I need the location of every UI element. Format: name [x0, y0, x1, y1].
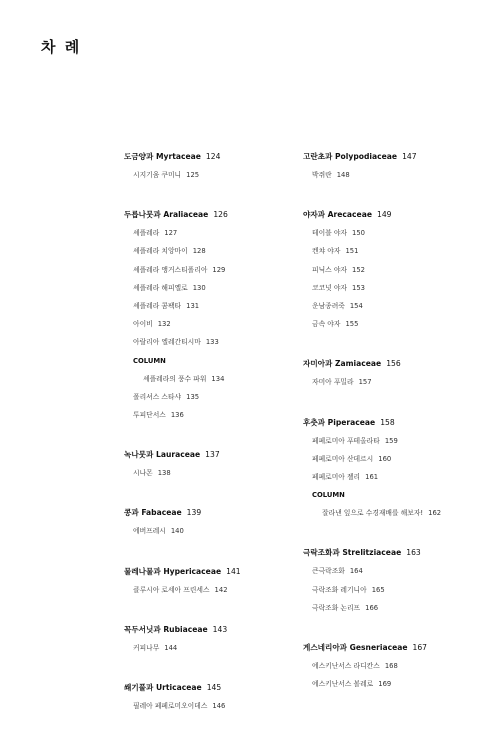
- toc-right-column: [303, 151, 483, 718]
- page-number: 132: [157, 320, 171, 329]
- family-name: 두릅나뭇과 Araliaceae: [124, 210, 209, 220]
- page-number: 139: [186, 508, 202, 518]
- toc-entry[interactable]: [303, 300, 483, 318]
- toc-entry[interactable]: [124, 467, 304, 485]
- family-name: 도금양과 Myrtaceae: [124, 152, 201, 161]
- entry-title: 셰플레라 앵거스티폴리아: [133, 265, 208, 274]
- page-number: 159: [384, 436, 398, 445]
- entry-title: 셰플레라: [133, 229, 160, 238]
- toc-entry[interactable]: [303, 169, 483, 187]
- entry-title: 페페로미아 젤리: [312, 472, 361, 481]
- family-name: 자미아과 Zamiaceae: [303, 359, 382, 369]
- toc-entry[interactable]: [303, 318, 483, 336]
- toc-entry[interactable]: [303, 245, 483, 263]
- toc-entry[interactable]: [124, 391, 304, 409]
- page-number: 129: [212, 265, 226, 274]
- entry-title: 운남종려죽: [312, 301, 345, 310]
- page-number: 141: [226, 566, 241, 576]
- entry-title: 아랄리아 엘레간티시마: [133, 338, 201, 347]
- toc-entry[interactable]: [124, 264, 304, 282]
- entry-title: 극락조화 논리프: [312, 603, 361, 612]
- toc-entry[interactable]: [124, 227, 304, 245]
- toc-entry[interactable]: [124, 642, 304, 660]
- entry-title: 셰플레라 치앙마이: [133, 247, 188, 256]
- toc-family-heading[interactable]: [303, 151, 483, 163]
- entry-title: 에스키난서스 볼레로: [312, 680, 374, 689]
- page-number: 143: [212, 624, 228, 634]
- toc-entry-list: [303, 660, 483, 696]
- toc-entry-list: [124, 169, 304, 187]
- entry-title: 피닉스 야자: [312, 265, 347, 274]
- page-number: 157: [358, 378, 372, 387]
- toc-family-heading[interactable]: [303, 417, 483, 429]
- page-number: 154: [349, 301, 363, 310]
- page-number: 168: [384, 662, 398, 670]
- toc-entry[interactable]: [303, 660, 483, 678]
- family-name: 야자과 Arecaceae: [303, 210, 372, 220]
- toc-entry-list: [124, 584, 304, 602]
- page-number: 169: [378, 680, 392, 689]
- page-number: 149: [376, 210, 392, 220]
- toc-entry[interactable]: [303, 471, 483, 489]
- toc-family-heading[interactable]: [303, 547, 483, 559]
- toc-family-section: [303, 642, 483, 696]
- page-number: 156: [386, 359, 401, 369]
- entry-title: 잘라낸 잎으로 수경재배를 해보자!: [322, 509, 424, 518]
- toc-family-heading[interactable]: [124, 151, 304, 163]
- family-name: 녹나뭇과 Lauraceae: [124, 450, 201, 460]
- toc-entry-list: [303, 376, 483, 394]
- page-number: 126: [213, 210, 228, 220]
- toc-entry[interactable]: [124, 409, 304, 427]
- entry-title: 폴리셔스 스타샤: [133, 392, 182, 401]
- page-number: 152: [352, 265, 365, 274]
- toc-family-heading[interactable]: [124, 566, 304, 578]
- toc-entry[interactable]: [124, 373, 304, 391]
- page-number: 163: [406, 548, 421, 558]
- entry-title: COLUMN: [133, 356, 166, 365]
- toc-family-section: [303, 151, 483, 187]
- page-number: 133: [205, 338, 219, 347]
- toc-family-section: [124, 151, 304, 187]
- family-name: 콩과 Fabaceae: [124, 508, 182, 518]
- toc-entry[interactable]: [303, 282, 483, 300]
- toc-family-heading[interactable]: [124, 624, 304, 636]
- toc-family-section: [124, 682, 304, 718]
- toc-family-section: [124, 507, 304, 543]
- toc-entry[interactable]: [124, 169, 304, 187]
- toc-entry-list: [303, 169, 483, 187]
- entry-title: 시지기움 쿠미니: [133, 171, 182, 179]
- toc-left-column: [124, 151, 304, 740]
- toc-family-heading[interactable]: [124, 507, 304, 519]
- page-number: 127: [164, 229, 178, 238]
- page-number: 124: [205, 152, 221, 161]
- family-name: 고란초과 Polypodiaceae: [303, 152, 398, 161]
- entry-title: 금속 야자: [312, 320, 341, 329]
- page-number: 137: [205, 450, 220, 460]
- page-number: 147: [402, 152, 417, 161]
- toc-entry[interactable]: [303, 678, 483, 696]
- entry-title: 코코넛 야자: [312, 283, 347, 292]
- toc-family-section: [124, 209, 304, 427]
- entry-title: 큰극락조화: [312, 567, 345, 576]
- family-name: 쐐기풀과 Urticaceae: [124, 683, 202, 692]
- toc-entry-list: [124, 642, 304, 660]
- entry-title: 자미아 푸밀라: [312, 378, 354, 387]
- toc-family-section: [303, 417, 483, 526]
- page-number: 144: [164, 643, 178, 652]
- toc-entry[interactable]: [124, 318, 304, 336]
- toc-entry[interactable]: [303, 602, 483, 620]
- toc-entry[interactable]: [303, 453, 483, 471]
- toc-entry-list: [124, 227, 304, 427]
- toc-entry-list: [303, 565, 483, 620]
- entry-title: 클루시아 로세아 프린세스: [133, 585, 210, 594]
- page-number: 161: [365, 472, 379, 481]
- toc-entry[interactable]: [303, 507, 483, 525]
- toc-family-heading[interactable]: [303, 358, 483, 370]
- toc-entry[interactable]: [303, 264, 483, 282]
- toc-family-heading[interactable]: [303, 642, 483, 654]
- toc-entry[interactable]: [124, 584, 304, 602]
- entry-title: 테이블 야자: [312, 229, 347, 238]
- toc-entry[interactable]: [303, 584, 483, 602]
- toc-entry[interactable]: [124, 336, 304, 354]
- page-number: 151: [345, 247, 359, 256]
- page-number: 167: [412, 643, 428, 652]
- page-number: 158: [380, 417, 395, 427]
- entry-title: 에버프레시: [133, 527, 166, 536]
- page-title: 차 례: [41, 38, 82, 56]
- page-number: 153: [352, 283, 365, 292]
- page-number: 130: [192, 283, 206, 292]
- entry-title: 박쥐란: [312, 171, 332, 179]
- toc-entry-list: [303, 227, 483, 336]
- toc-entry-list: [303, 435, 483, 526]
- toc-entry[interactable]: [124, 245, 304, 263]
- page-number: 166: [365, 603, 379, 612]
- page-number: 146: [212, 702, 226, 710]
- page-number: 138: [157, 469, 171, 478]
- toc-family-heading[interactable]: [303, 209, 483, 221]
- column-label: [124, 355, 304, 373]
- toc-family-section: [124, 566, 304, 602]
- toc-entry[interactable]: [124, 300, 304, 318]
- entry-title: 에스키난서스 라디칸스: [312, 662, 380, 670]
- page-number: 164: [349, 567, 363, 576]
- family-name: 게스네리아과 Gesneriaceae: [303, 643, 408, 652]
- page-number: 140: [170, 527, 184, 536]
- page-number: 128: [192, 247, 206, 256]
- entry-title: 페페로미아 푸테올라타: [312, 436, 380, 445]
- toc-family-section: [303, 547, 483, 620]
- toc-entry-list: [124, 700, 304, 718]
- family-name: 후춧과 Piperaceae: [303, 417, 376, 427]
- entry-title: 극락조화 레기니아: [312, 585, 367, 594]
- toc-family-section: [303, 209, 483, 336]
- page-number: 148: [336, 171, 350, 179]
- family-name: 물레나물과 Hypericaceae: [124, 566, 222, 576]
- toc-entry[interactable]: [303, 376, 483, 394]
- page-number: 134: [211, 374, 225, 383]
- toc-family-heading[interactable]: [124, 682, 304, 694]
- toc-entry[interactable]: [124, 525, 304, 543]
- page-number: 160: [378, 454, 392, 463]
- page-number: 135: [186, 392, 200, 401]
- page-number: 145: [206, 683, 222, 692]
- entry-title: 아이비: [133, 320, 153, 329]
- toc-family-heading[interactable]: [124, 449, 304, 461]
- toc-entry[interactable]: [303, 227, 483, 245]
- entry-title: 켄챠 야자: [312, 247, 341, 256]
- entry-title: COLUMN: [312, 491, 345, 500]
- page-number: 155: [345, 320, 359, 329]
- entry-title: 커피나무: [133, 643, 160, 652]
- toc-entry[interactable]: [124, 282, 304, 300]
- page-number: 150: [352, 229, 365, 238]
- toc-family-section: [303, 358, 483, 394]
- toc-family-section: [124, 449, 304, 485]
- toc-entry-list: [124, 467, 304, 485]
- column-label: [303, 489, 483, 507]
- entry-title: 셰플레라 해피옐로: [133, 283, 188, 292]
- page-number: 162: [428, 509, 442, 518]
- entry-title: 시나몬: [133, 469, 153, 478]
- page-number: 125: [186, 171, 200, 179]
- page-number: 136: [170, 411, 184, 420]
- family-name: 극락조화과 Strelitziaceae: [303, 548, 402, 558]
- family-name: 꼭두서닛과 Rubiaceae: [124, 624, 208, 634]
- toc-entry[interactable]: [303, 435, 483, 453]
- page-number: 165: [371, 585, 385, 594]
- toc-entry-list: [124, 525, 304, 543]
- entry-title: 페페로미아 산데르시: [312, 454, 374, 463]
- toc-family-heading[interactable]: [124, 209, 304, 221]
- toc-entry[interactable]: [124, 700, 304, 718]
- entry-title: 투피단서스: [133, 411, 166, 420]
- page-number: 142: [214, 585, 228, 594]
- toc-family-section: [124, 624, 304, 660]
- entry-title: 셰플레라 콤팩타: [133, 301, 182, 310]
- toc-entry[interactable]: [303, 565, 483, 583]
- page-number: 131: [186, 301, 200, 310]
- entry-title: 셰플레라의 풍수 파워: [143, 374, 207, 383]
- entry-title: 필레아 페페로미오이데스: [133, 702, 208, 710]
